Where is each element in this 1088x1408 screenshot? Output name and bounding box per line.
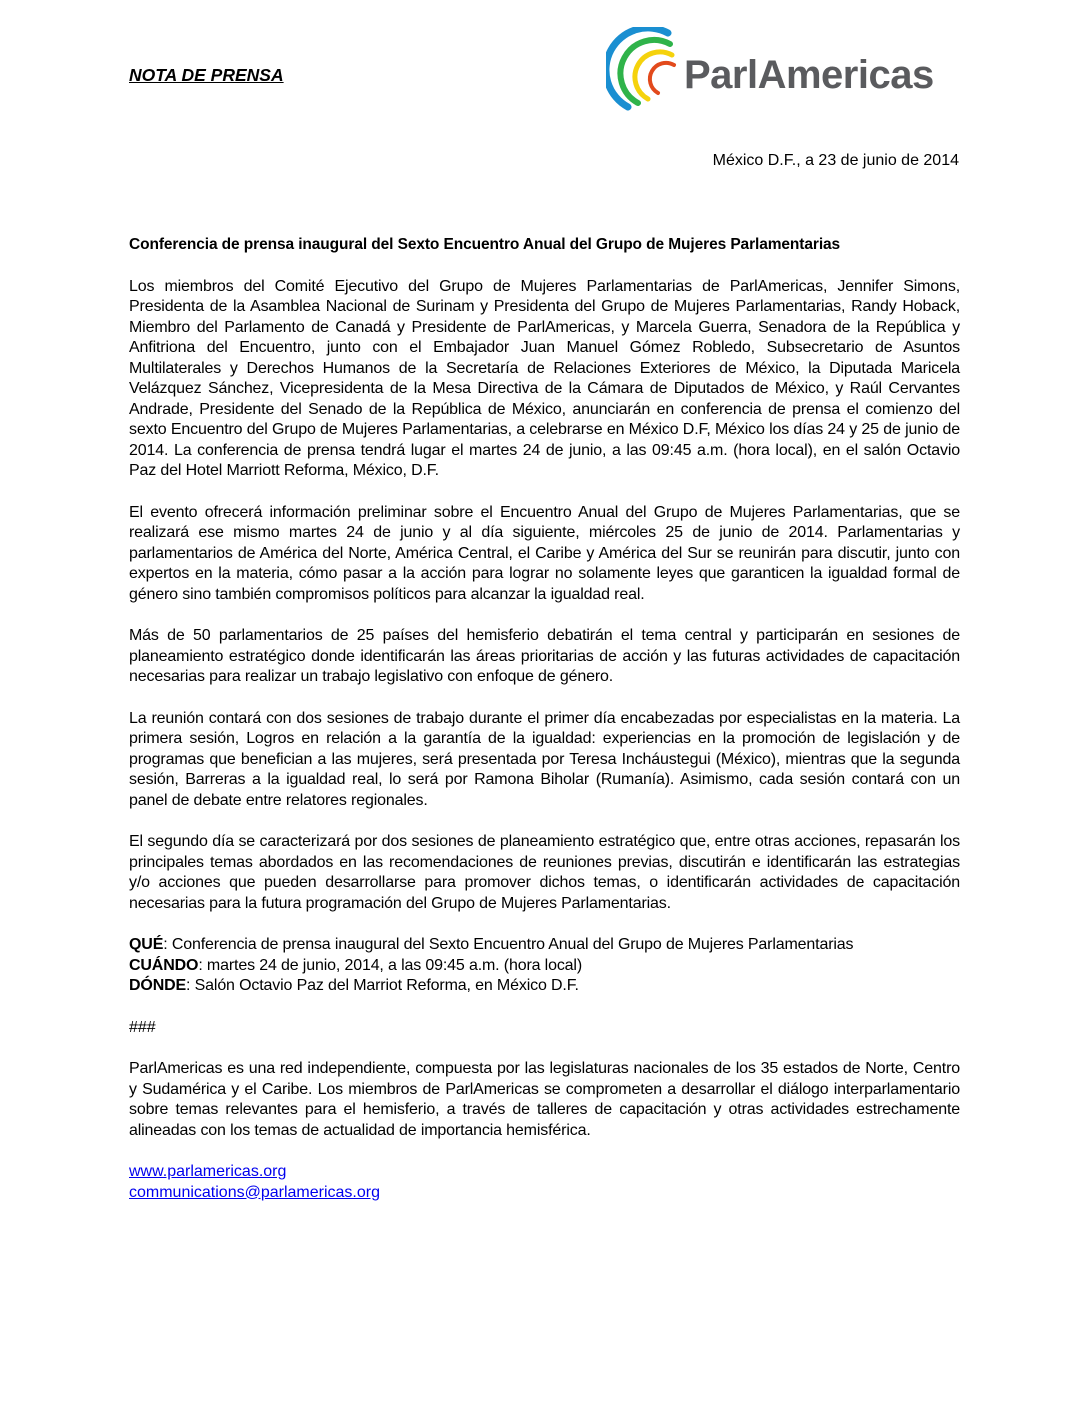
paragraph: Más de 50 parlamentarios de 25 países del hemisferio debatirán el tema central y participarán en sesiones de planeamiento estratégico donde identificarán las áreas prioritarias de acción y las futuras actividades de capacitación necesarias para realizar un trabajo legislativo con enfoque de género. <box>129 627 960 685</box>
paragraph: El segundo día se caracterizará por dos sesiones de planeamiento estratégico que, entre otras acciones, repasarán los principales temas abordados en las recomendaciones de reuniones previas, discutirán e identificarán las estrategias y/o acciones que pueden desarrollarse para promover dichos temas, o identificarán actividades de capacitación necesarias para la futura programación del Grupo de Mujeres Parlamentarias. <box>129 833 960 912</box>
event-when-value: : martes 24 de junio, 2014, a las 09:45 a.m. (hora local) <box>198 956 582 974</box>
press-release-label: NOTA DE PRENSA <box>129 65 284 85</box>
parlamericas-logo <box>606 27 962 117</box>
event-where-key: DÓNDE <box>129 977 187 994</box>
event-what-value: : Conferencia de prensa inaugural del Sexto Encuentro Anual del Grupo de Mujeres Parlamentarias <box>163 936 854 953</box>
contact-links <box>129 1162 960 1203</box>
date-line: México D.F., a 23 de junio de 2014 <box>712 152 959 169</box>
event-where <box>129 976 960 997</box>
paragraph: El evento ofrecerá información preliminar sobre el Encuentro Anual del Grupo de Mujeres Parlamentarias, que se realizará ese mismo martes 24 de junio y al día siguiente, miércoles 25 de junio de 2014. Parlamentarias y parlamentarios de América del Norte, América Central, el Caribe y América del Sur se reunirán para discutir, junto con expertos en la materia, cómo pasar a la acción para lograr no solamente leyes que garanticen la igualdad formal de género sino también compromisos políticos para alcanzar la igualdad real. <box>129 503 960 603</box>
event-when <box>129 956 960 977</box>
email-link[interactable]: communications@parlamericas.org <box>129 1183 380 1201</box>
event-what-key: QUÉ <box>129 936 164 953</box>
paragraph: La reunión contará con dos sesiones de trabajo durante el primer día encabezadas por especialistas en la materia. La primera sesión, Logros en relación a la garantía de la igualdad: experiencias en la promoción de legislación y de programas que benefician a las mujeres, será presentada por Teresa Incháustegui (México), mientras que la segunda sesión, Barreras a la igualdad real, lo será por Ramona Biholar (Rumanía). Asimismo, cada sesión contará con un panel de debate entre relatores regionales. <box>129 709 960 809</box>
paragraph: Los miembros del Comité Ejecutivo del Grupo de Mujeres Parlamentarias de ParlAmericas, Jennifer Simons, Presidenta de la Asamblea Nacional de Surinam y Presidenta del Grupo de Mujeres Parlamentarias, Randy Hoback, Miembro del Parlamento de Canadá y Presidente de ParlAmericas, y Marcela Guerra, Senadora de la República y Anfitriona del Encuentro, junto con el Embajador Juan Manuel Gómez Robledo, Subsecretario de Asuntos Multilaterales y Derechos Humanos de la Secretaría de Relaciones Exteriores de México, la Diputada Maricela Velázquez Sánchez, Vicepresidenta de la Mesa Directiva de la Cámara de Diputados de México, y Raúl Cervantes Andrade, Presidente del Senado de la República de México, anunciarán en conferencia de prensa el comienzo del sexto Encuentro del Grupo de Mujeres Parlamentarias, a celebrarse en México D.F, México los días 24 y 25 de junio de 2014. La conferencia de prensa tendrá lugar el martes 24 de junio, a las 09:45 a.m. (hora local), en el salón Octavio Paz del Hotel Marriott Reforma, México, D.F. <box>129 277 960 479</box>
logo-wordmark: ParlAmericas <box>684 53 934 97</box>
event-where-value: : Salón Octavio Paz del Marriot Reforma, en México D.F. <box>186 977 579 994</box>
section-separator: ### <box>129 1018 156 1036</box>
website-link[interactable]: www.parlamericas.org <box>129 1163 287 1180</box>
event-info <box>129 935 960 997</box>
event-what <box>129 935 960 956</box>
about-paragraph: ParlAmericas es una red independiente, compuesta por las legislaturas nacionales de los 35 estados de Norte, Centro y Sudamérica y el Caribe. Los miembros de ParlAmericas se comprometen a desarrollar el diálogo interparlamentario sobre temas relevantes para el hemisferio, a través de talleres de capacitación y otras actividades estrechamente alineadas con los temas de actualidad de importancia hemisférica. <box>129 1060 960 1139</box>
press-release-body <box>129 235 960 1203</box>
event-when-key: CUÁNDO <box>129 956 199 974</box>
parlamericas-logo-icon <box>606 27 686 117</box>
headline: Conferencia de prensa inaugural del Sexto Encuentro Anual del Grupo de Mujeres Parlamentarias <box>129 236 841 253</box>
